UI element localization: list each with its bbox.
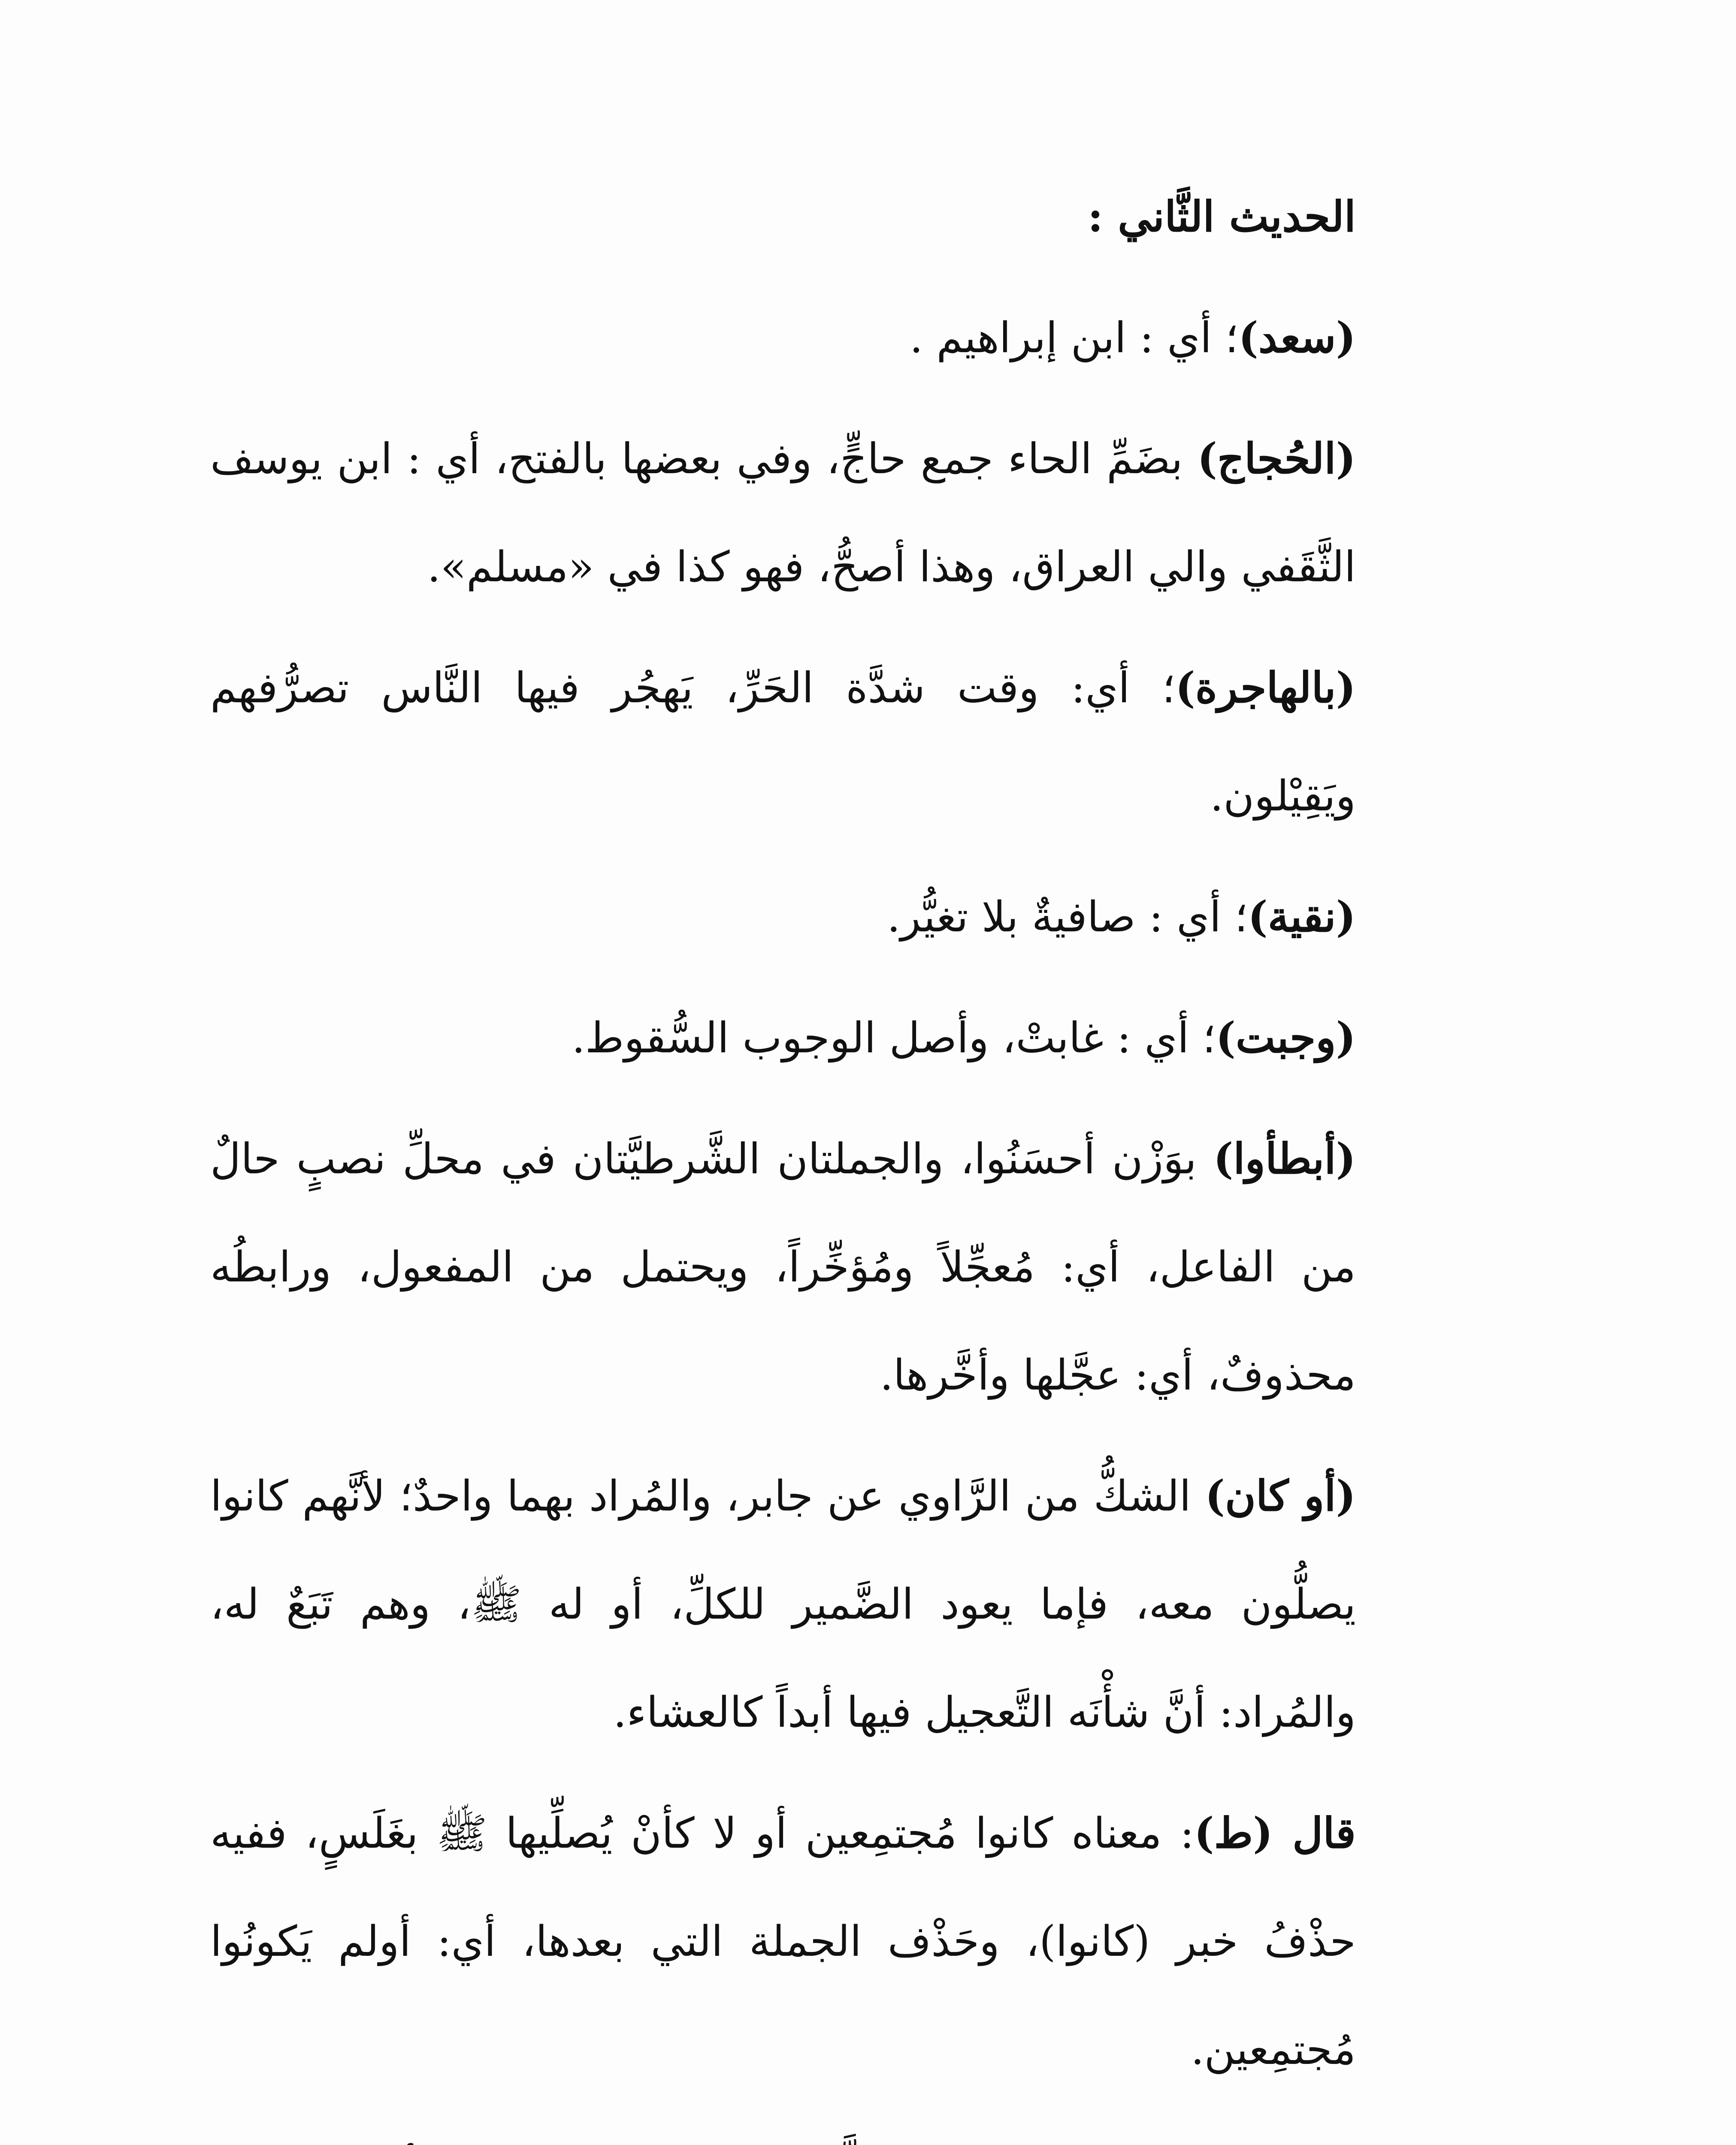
term-saad: (سعد) bbox=[1238, 313, 1356, 363]
paragraph-hafiz bbox=[210, 2117, 1356, 2145]
gloss-naqiya: ؛ أي : صافيةٌ بلا تغيُّر. bbox=[887, 893, 1248, 942]
term-wajabat: (وجبت) bbox=[1216, 1013, 1356, 1063]
term-qal-ta: قال (ط) bbox=[1194, 1809, 1356, 1858]
paragraph-aw-kana bbox=[210, 1442, 1356, 1767]
paragraph-naqiya bbox=[210, 863, 1356, 971]
term-aw-kana: (أو كان) bbox=[1205, 1471, 1356, 1521]
gloss-qal-ta: : معناه كانوا مُجتمِعين أو لا كأنْ يُصلِّيها ﷺ بغَلَسٍ، ففيه حذْفُ خبر (كانوا)، وحَذْف الجملة التي بعدها، أي: أولم يَكونُوا مُجتمِعين. bbox=[210, 1809, 1356, 2074]
term-hajjaj: (الحُجاج) bbox=[1197, 434, 1356, 483]
paragraph-saad bbox=[210, 284, 1356, 392]
paragraph-qal-ta bbox=[210, 1779, 1356, 2104]
paragraph-hajjaj bbox=[210, 405, 1356, 621]
gloss-saad: ؛ أي : ابن إبراهيم . bbox=[910, 314, 1239, 363]
paragraph-hajira bbox=[210, 634, 1356, 850]
paragraph-wajabat bbox=[210, 984, 1356, 1092]
gloss-hajjaj: بضَمِّ الحاء جمع حاجٍّ، وفي بعضها بالفتح، أي : ابن يوسف الثَّقَفي والي العراق، وهذا أصحُّ، فهو كذا في «مسلم». bbox=[210, 435, 1356, 592]
paragraph-abtaou bbox=[210, 1105, 1356, 1429]
gloss-wajabat: ؛ أي : غابتْ، وأصل الوجوب السُّقوط. bbox=[572, 1014, 1216, 1063]
section-heading: الحديث الثَّاني : bbox=[1087, 192, 1356, 242]
term-hajira: (بالهاجرة) bbox=[1175, 663, 1356, 713]
term-naqiya: (نقية) bbox=[1248, 892, 1356, 942]
main-text bbox=[210, 163, 1356, 2145]
gloss-abtaou: بوَزْن أحسَنُوا، والجملتان الشَّرطيَّتان في محلِّ نصبٍ حالٌ من الفاعل، أي: مُعجِّلاً ومُؤخِّراً، ويحتمل من المفعول، ورابطُه محذوفٌ، أي: عجَّلها وأخَّرها. bbox=[210, 1135, 1356, 1400]
gloss-aw-kana: الشكُّ من الرَّاوي عن جابر، والمُراد بهما واحدٌ؛ لأنَّهم كانوا يصلُّون معه، فإما يعود الضَّمير للكلِّ، أو له ﷺ، وهم تَبَعٌ له، والمُراد: أنَّ شأْنَه التَّعجيل فيها أبداً كالعشاء. bbox=[210, 1472, 1356, 1737]
gloss-hajira: ؛ أي: وقت شدَّة الحَرِّ، يَهجُر فيها النَّاس تصرُّفهم ويَقِيْلون. bbox=[210, 664, 1356, 821]
term-abtaou: (أبطأوا) bbox=[1213, 1134, 1356, 1184]
